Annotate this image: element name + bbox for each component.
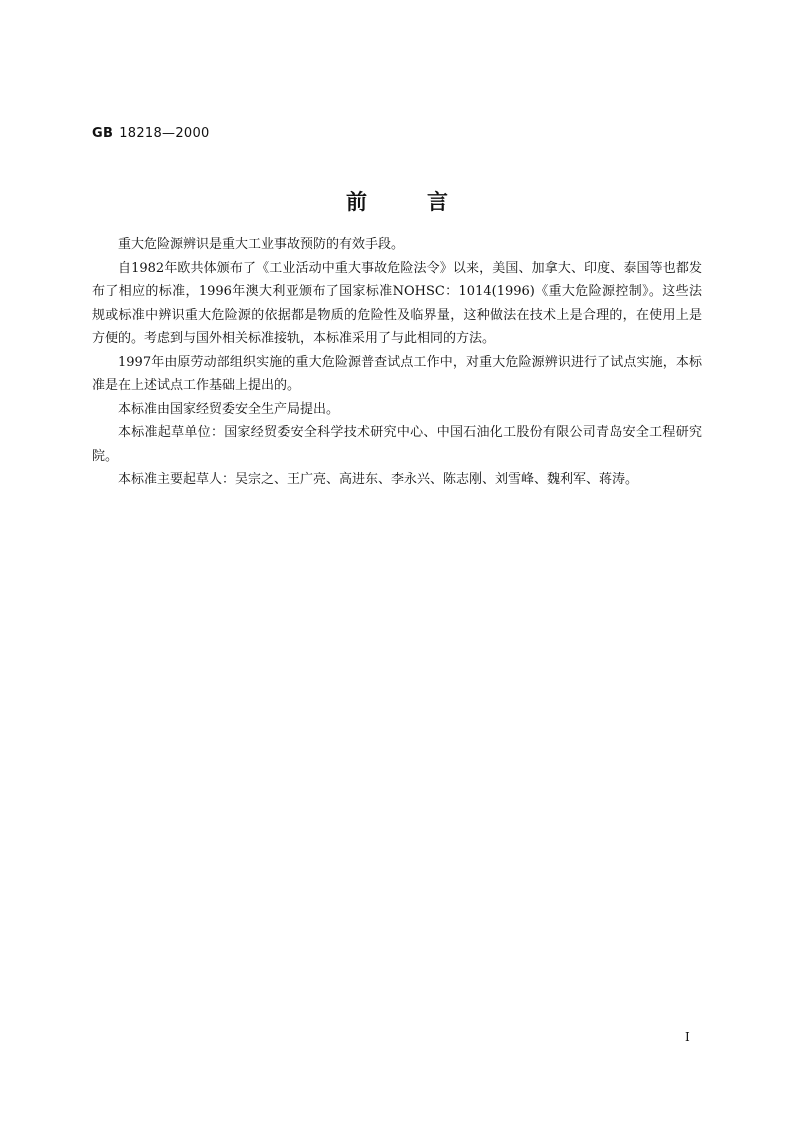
foreword-body <box>92 233 702 492</box>
paragraph: 1997年由原劳动部组织实施的重大危险源普查试点工作中，对重大危险源辨识进行了试点实施，本标准是在上述试点工作基础上提出的。 <box>92 354 702 393</box>
paragraph: 自1982年欧共体颁布了《工业活动中重大事故危险法令》以来，美国、加拿大、印度、泰国等也都发布了相应的标准，1996年澳大利亚颁布了国家标准NOHSC：1014(1996)《重大危险源控制》。这些法规或标准中辨识重大危险源的依据都是物质的危险性及临界量，这种做法在技术上是合理的，在使用上是方便的。考虑到与国外相关标准接轨，本标准采用了与此相同的方法。 <box>92 260 702 346</box>
page-title: 前言 <box>346 190 508 214</box>
standard-code <box>92 126 210 141</box>
paragraph: 本标准起草单位：国家经贸委安全科学技术研究中心、中国石油化工股份有限公司青岛安全工程研究院。 <box>92 425 702 464</box>
paragraph: 重大危险源辨识是重大工业事故预防的有效手段。 <box>118 237 405 252</box>
page-number: I <box>685 1030 690 1044</box>
paragraph: 本标准由国家经贸委安全生产局提出。 <box>118 401 340 417</box>
standard-prefix: GB <box>92 126 114 141</box>
paragraph: 本标准主要起草人：吴宗之、王广亮、高进东、李永兴、陈志刚、刘雪峰、魏利军、蒋涛。 <box>118 472 639 487</box>
standard-number: 18218—2000 <box>119 126 210 141</box>
